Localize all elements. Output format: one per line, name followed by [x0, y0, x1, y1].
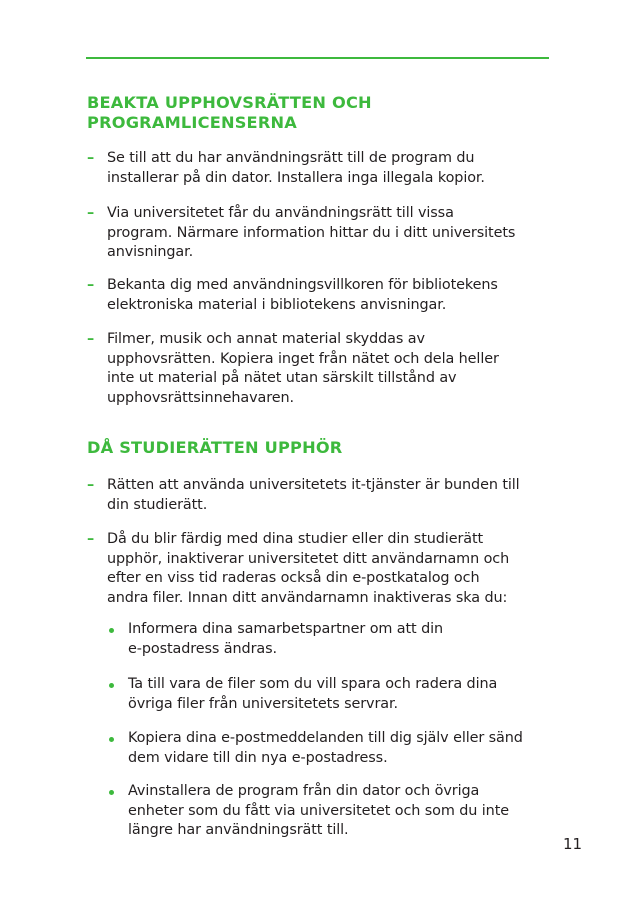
item-line: enheter som du fått via universitetet och som du inte	[128, 802, 509, 819]
bullet-dot-icon	[109, 737, 114, 742]
item-line: upphör, inaktiverar universitetet ditt användarnamn och	[107, 550, 510, 567]
list-item	[87, 476, 557, 515]
sub-list-item	[108, 620, 558, 659]
dash-bullet-icon: –	[87, 477, 95, 493]
heading-line: DÅ STUDIERÄTTEN UPPHÖR	[87, 438, 343, 457]
item-line: upphovsrätten. Kopiera inget från nätet och dela heller	[107, 350, 499, 367]
page-number: 11	[563, 835, 583, 853]
list-item	[87, 276, 557, 315]
item-line: Då du blir färdig med dina studier eller din studierätt	[107, 531, 484, 547]
item-line: längre har användningsrätt till.	[128, 822, 349, 838]
item-line: Se till att du har användningsrätt till de program du	[107, 150, 475, 166]
dash-bullet-icon: –	[87, 531, 95, 547]
item-line: inte ut material på nätet utan särskilt tillstånd av	[107, 370, 457, 386]
item-line: program. Närmare information hittar du i ditt universitets	[107, 224, 516, 241]
list-item	[87, 149, 557, 188]
dash-bullet-icon: –	[87, 331, 95, 347]
sub-list-item	[108, 675, 558, 714]
dash-bullet-icon: –	[87, 150, 95, 166]
top-divider-rule	[86, 57, 549, 59]
dash-bullet-icon: –	[87, 277, 95, 293]
section-heading-copyright	[87, 93, 372, 133]
bullet-dot-icon	[109, 683, 114, 688]
list-item	[87, 204, 557, 263]
sub-list-item	[108, 729, 558, 768]
item-line: Rätten att använda universitetets it-tjänster är bunden till	[107, 477, 520, 493]
item-line: övriga filer från universitetets servrar.	[128, 695, 398, 712]
item-line: Via universitetet får du användningsrätt till vissa	[107, 205, 454, 221]
item-line: Ta till vara de filer som du vill spara och radera dina	[128, 676, 498, 692]
bullet-dot-icon	[109, 628, 114, 633]
item-line: elektroniska material i bibliotekens anvisningar.	[107, 296, 447, 313]
item-line: dem vidare till din nya e-postadress.	[128, 749, 388, 766]
item-line: Filmer, musik och annat material skyddas av	[107, 331, 425, 347]
item-line: anvisningar.	[107, 244, 194, 260]
item-line: installerar på din dator. Installera inga illegala kopior.	[107, 169, 485, 186]
heading-line: PROGRAMLICENSERNA	[87, 113, 297, 132]
bullet-dot-icon	[109, 790, 114, 795]
heading-line: BEAKTA UPPHOVSRÄTTEN OCH	[87, 93, 372, 112]
item-line: Avinstallera de program från din dator och övriga	[128, 783, 480, 799]
item-line: Bekanta dig med användningsvillkoren för bibliotekens	[107, 277, 498, 293]
item-line: e-postadress ändras.	[128, 640, 277, 657]
item-line: Informera dina samarbetspartner om att din	[128, 621, 444, 637]
item-line: din studierätt.	[107, 496, 208, 513]
section-heading-study-rights-end	[87, 438, 342, 458]
sub-list-item	[108, 782, 558, 841]
list-item	[87, 330, 557, 408]
item-line: upphovsrättsinnehavaren.	[107, 389, 294, 406]
item-line: andra filer. Innan ditt användarnamn inaktiveras ska du:	[107, 589, 508, 606]
item-line: efter en viss tid raderas också din e-postkatalog och	[107, 570, 480, 586]
list-item	[87, 530, 557, 608]
item-line: Kopiera dina e-postmeddelanden till dig själv eller sänd	[128, 730, 523, 746]
dash-bullet-icon: –	[87, 205, 95, 221]
